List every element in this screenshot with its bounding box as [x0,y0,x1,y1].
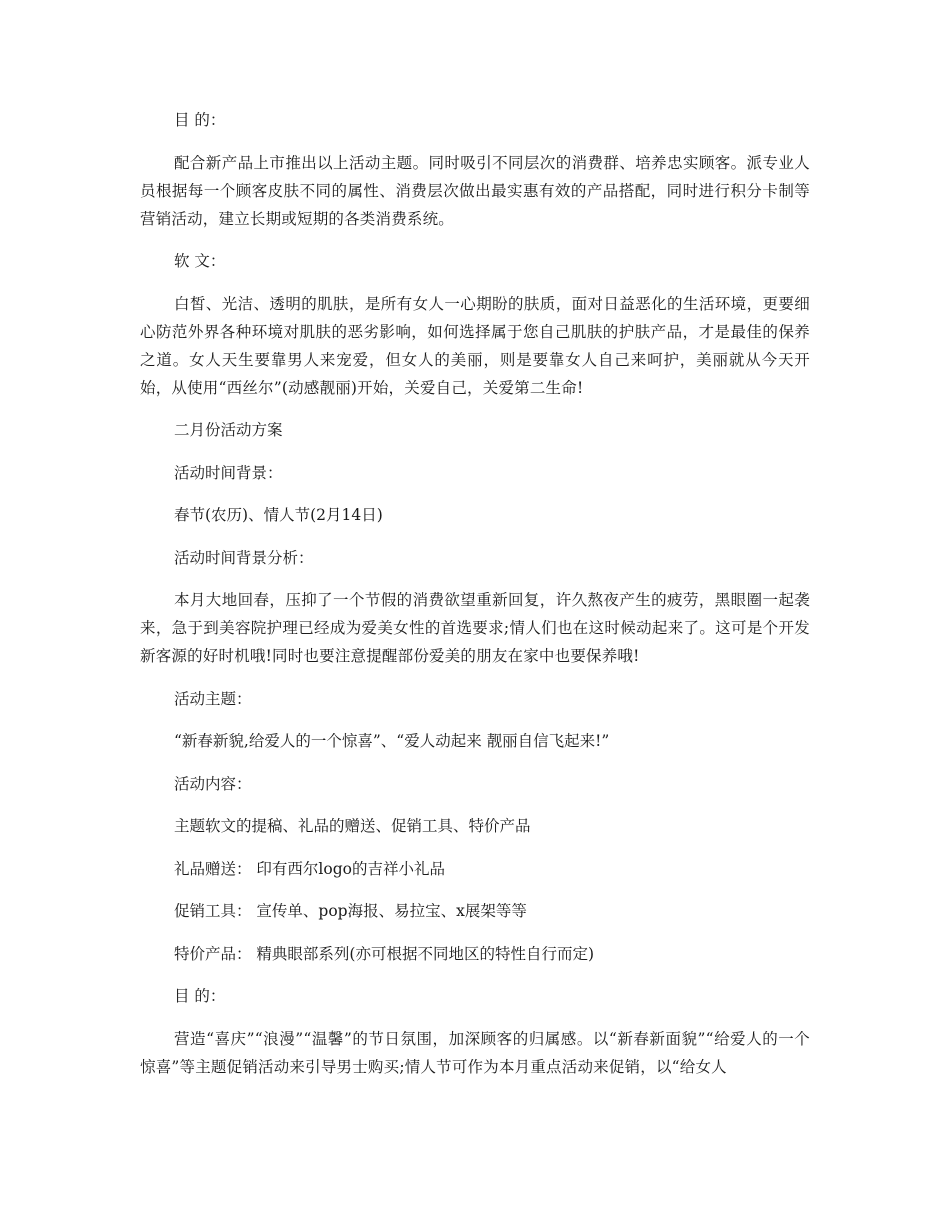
paragraph-theme-body: “新春新貌,给爱人的一个惊喜”、“爱人动起来 靓丽自信飞起来!” [174,732,610,750]
paragraph-holidays: 春节(农历)、情人节(2月14日) [174,506,383,524]
heading-soft-copy: 软 文： [174,252,226,270]
paragraph-content-summary: 主题软文的提稿、礼品的赠送、促销工具、特价产品 [174,817,531,835]
paragraph-purpose-body: 配合新产品上市推出以上活动主题。同时吸引不同层次的消费群、培养忠实顾客。派专业人员根据每一个顾客皮肤不同的属性、消费层次做出最实惠有效的产品搭配，同时进行积分卡制等营销活动，建立长期或短期的各类消费系统。 [140,153,810,228]
paragraph-special-products: 特价产品： 精典眼部系列(亦可根据不同地区的特性自行而定) [174,944,595,963]
heading-purpose: 目 的： [174,111,226,129]
document-page [140,106,810,1095]
heading-time-analysis: 活动时间背景分析： [174,548,314,567]
paragraph-promo-tools: 促销工具： 宣传单、pop海报、易拉宝、x展架等等 [174,902,527,920]
heading-february-plan: 二月份活动方案 [174,421,283,439]
paragraph-time-analysis-body: 本月大地回春，压抑了一个节假的消费欲望重新回复，许久熬夜产生的疲劳，黑眼圈一起袭来，急于到美容院护理已经成为爱美女性的首选要求;情人们也在这时候动起来了。这可是个开发新客源的好时机哦!同时也要注意提醒部份爱美的朋友在家中也要保养哦! [140,591,810,665]
paragraph-gifts: 礼品赠送： 印有西尔logo的吉祥小礼品 [174,859,445,878]
heading-content: 活动内容： [174,774,252,793]
heading-theme: 活动主题： [174,689,252,708]
paragraph-soft-copy-body: 白皙、光洁、透明的肌肤，是所有女人一心期盼的肤质，面对日益恶化的生活环境，更要细心防范外界各种环境对肌肤的恶劣影响，如何选择属于您自己肌肤的护肤产品，才是最佳的保养之道。女人天生要靠男人来宠爱，但女人的美丽，则是要靠女人自己来呵护，美丽就从今天开始，从使用“西丝尔”(动感靓丽)开始，关爱自己，关爱第二生命! [140,294,810,397]
paragraph-purpose-2-body: 营造“喜庆”“浪漫”“温馨”的节日氛围，加深顾客的归属感。以“新春新面貌”“给爱人的一个惊喜”等主题促销活动来引导男士购买;情人节可作为本月重点活动来促销，以“给女人 [140,1029,810,1076]
heading-purpose-2: 目 的： [174,987,226,1005]
heading-time-background: 活动时间背景： [174,463,283,482]
